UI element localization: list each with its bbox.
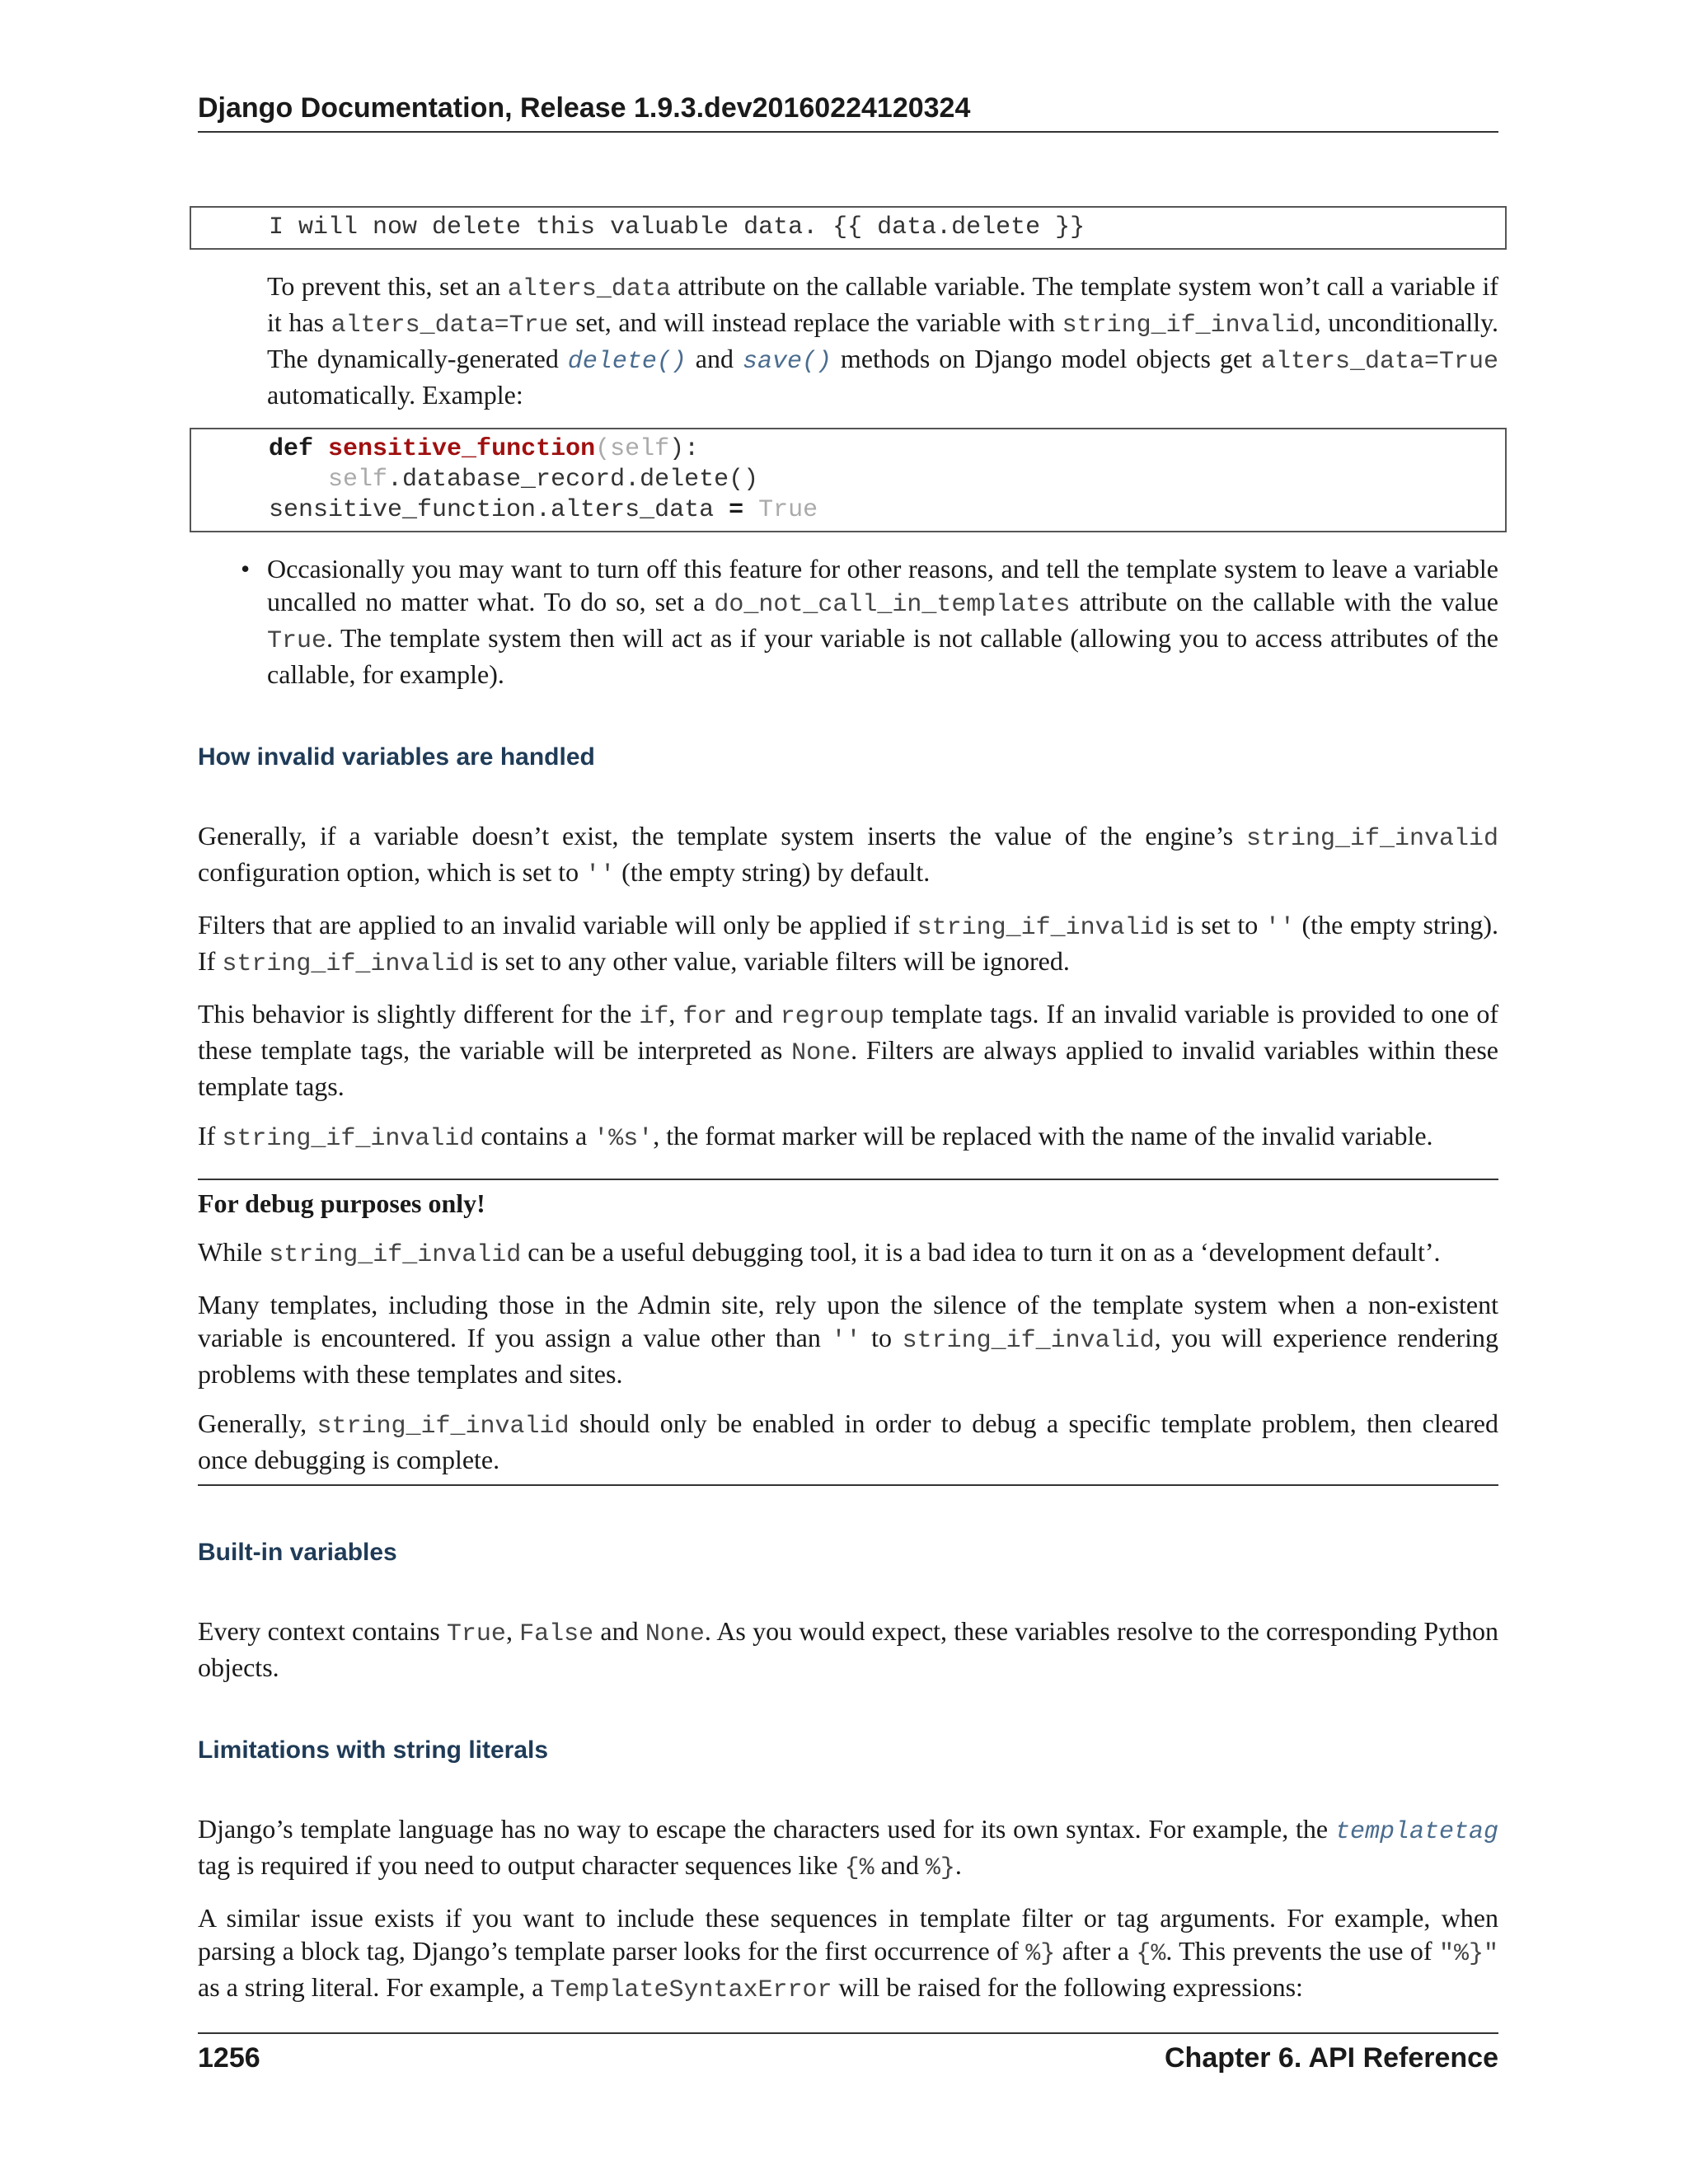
inline-code: %} <box>925 1854 955 1882</box>
inline-code: alters_data <box>507 275 671 303</box>
inline-code: if <box>639 1003 669 1031</box>
running-header: Django Documentation, Release 1.9.3.dev20160224120324 <box>198 92 1498 133</box>
inline-code: string_if_invalid <box>1062 312 1315 340</box>
inline-code: True <box>446 1620 506 1648</box>
paragraph: Generally, string_if_invalid should only be enabled in order to debug a specific template problem, then cleared once debugging is complete. <box>198 1408 1499 1474</box>
inline-code: '' <box>585 861 616 889</box>
code-line: I will now delete this valuable data. {{ data.delete }} <box>269 213 1085 241</box>
inline-code: '' <box>831 1327 861 1355</box>
inline-code: string_if_invalid <box>1245 825 1498 853</box>
inline-code: alters_data=True <box>331 312 569 340</box>
bullet-list <box>198 552 1498 691</box>
chapter-title: Chapter 6. API Reference <box>1165 2042 1498 2074</box>
admonition-title: For debug purposes only! <box>198 1188 485 1218</box>
inline-code: TemplateSyntaxError <box>550 1976 832 2004</box>
inline-code: string_if_invalid <box>222 1125 475 1153</box>
code-block-sensitive-function: def sensitive_function(self): self.database_record.delete() sensitive_function.alters_data = True <box>190 428 1507 532</box>
link-save[interactable]: save() <box>742 348 832 376</box>
inline-code: '%s' <box>593 1125 654 1153</box>
inline-code: string_if_invalid <box>902 1327 1155 1355</box>
list-item: • Occasionally you may want to turn off this feature for other reasons, and tell the template system to leave a variable uncalled no matter what. To do so, set a do_not_call_in_templates attribute on the callable with the value True. The template system then will act as if your variable is not callable (allowing you to access attributes of the callable, for example). <box>241 554 1499 689</box>
inline-code: alters_data=True <box>1260 348 1499 376</box>
inline-code: "%}" <box>1439 1940 1499 1968</box>
inline-code: string_if_invalid <box>917 914 1170 942</box>
running-footer <box>198 2032 1498 2074</box>
inline-code: None <box>791 1039 851 1067</box>
link-delete[interactable]: delete() <box>567 348 687 376</box>
inline-code: None <box>645 1620 705 1648</box>
inline-code: for <box>682 1003 728 1031</box>
paragraph: Filters that are applied to an invalid variable will only be applied if string_if_invalid is set to '' (the empty string). If string_if_invalid is set to any other value, variable filters will be ignored. <box>198 910 1499 978</box>
section-heading-string-literals: Limitations with string literals <box>198 1736 549 1764</box>
inline-code: '' <box>1264 914 1295 942</box>
bullet-icon: • <box>241 554 251 583</box>
inline-code: string_if_invalid <box>316 1413 570 1441</box>
paragraph: If string_if_invalid contains a '%s', the format marker will be replaced with the name of the invalid variable. <box>198 1121 1433 1153</box>
section-heading-built-in-variables: Built-in variables <box>198 1539 397 1566</box>
inline-code: regroup <box>780 1003 884 1031</box>
section-heading-invalid-variables: How invalid variables are handled <box>198 743 595 771</box>
page-number: 1256 <box>198 2042 260 2074</box>
inline-code: {% <box>844 1854 874 1882</box>
page-content <box>198 206 1498 2023</box>
code-block-delete <box>190 206 1507 250</box>
inline-code: string_if_invalid <box>269 1241 522 1269</box>
paragraph: Many templates, including those in the Admin site, rely upon the silence of the template system when a non-existent variable is encountered. If you assign a value other than '' to string_if_invalid, you will experience rendering problems with these templates and sites. <box>198 1290 1499 1389</box>
paragraph: Every context contains True, False and None. As you would expect, these variables resolve to the corresponding Python objects. <box>198 1616 1499 1682</box>
inline-code: True <box>267 627 327 655</box>
link-templatetag[interactable]: templatetag <box>1334 1818 1498 1846</box>
admonition-debug <box>198 1179 1498 1486</box>
paragraph: While string_if_invalid can be a useful debugging tool, it is a bad idea to turn it on as a ‘development default’. <box>198 1237 1441 1269</box>
inline-code: False <box>519 1620 594 1648</box>
paragraph: A similar issue exists if you want to include these sequences in template filter or tag arguments. For example, when parsing a block tag, Django’s template parser looks for the first occurrence of %} after a {%. This prevents the use of "%}" as a string literal. For example, a TemplateSyntaxError will be raised for the following expressions: <box>198 1903 1499 2004</box>
paragraph-alters-data: To prevent this, set an alters_data attribute on the callable variable. The template system won’t call a variable if it has alters_data=True set, and will instead replace the variable with string_if_invalid, unconditionally. The dynamically-generated delete() and save() methods on Django model objects get alters_data=True automatically. Example: <box>267 271 1499 410</box>
paragraph: This behavior is slightly different for the if, for and regroup template tags. If an invalid variable is provided to one of these template tags, the variable will be interpreted as None. Filters are always applied to invalid variables within these template tags. <box>198 999 1499 1101</box>
inline-code: do_not_call_in_templates <box>714 591 1071 619</box>
inline-code: string_if_invalid <box>222 950 475 978</box>
inline-code: %} <box>1025 1940 1056 1968</box>
paragraph: Generally, if a variable doesn’t exist, the template system inserts the value of the engine’s string_if_invalid configuration option, which is set to '' (the empty string) by default. <box>198 821 1498 889</box>
inline-code: {% <box>1136 1940 1166 1968</box>
paragraph: Django’s template language has no way to escape the characters used for its own syntax. For example, the templatetag tag is required if you need to output character sequences like {% and %}. <box>198 1814 1498 1882</box>
